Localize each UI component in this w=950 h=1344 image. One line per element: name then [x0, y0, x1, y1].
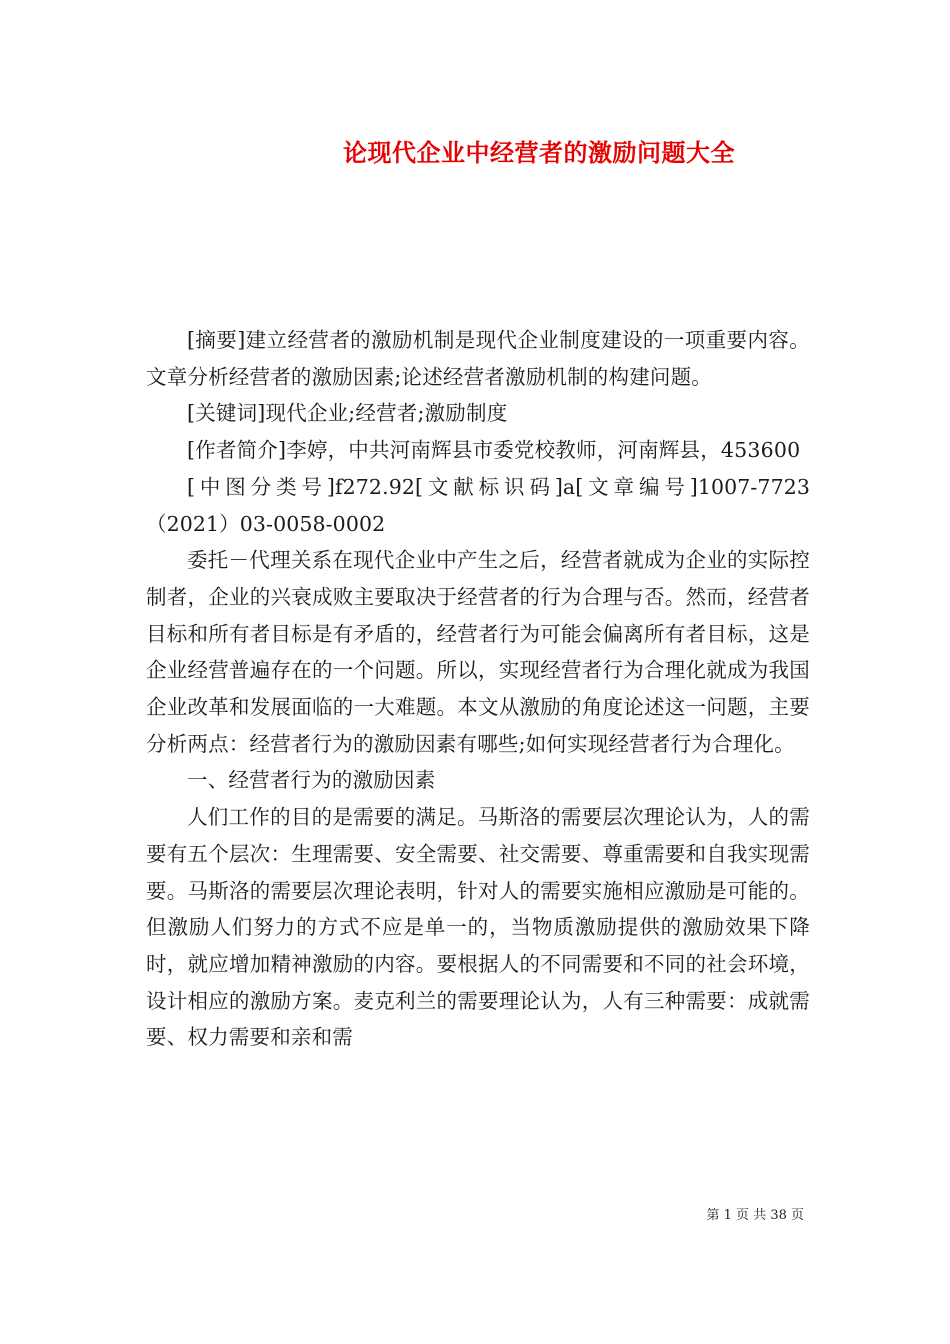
keywords-paragraph: [关键词]现代企业;经营者;激励制度 — [187, 401, 508, 426]
section-heading: 一、经营者行为的激励因素 — [187, 768, 436, 793]
document-body — [146, 322, 810, 1056]
abstract-paragraph: [摘要]建立经营者的激励机制是现代企业制度建设的一项重要内容。文章分析经营者的激励因素;论述经营者激励机制的构建问题。 — [146, 328, 810, 389]
classification-paragraph: [中图分类号]f272.92[文献标识码]a[文章编号]1007-7723（2021）03-0058-0002 — [146, 474, 810, 536]
intro-paragraph: 委托－代理关系在现代企业中产生之后，经营者就成为企业的实际控制者，企业的兴衰成败主要取决于经营者的行为合理与否。然而，经营者目标和所有者目标是有矛盾的，经营者行为可能会偏离所有者目标，这是企业经营普遍存在的一个问题。所以，实现经营者行为合理化就成为我国企业改革和发展面临的一大难题。本文从激励的角度论述这一问题，主要分析两点：经营者行为的激励因素有哪些;如何实现经营者行为合理化。 — [146, 548, 810, 756]
author-paragraph: [作者简介]李婷，中共河南辉县市委党校教师，河南辉县，453600 — [187, 438, 801, 463]
document-title: 论现代企业中经营者的激励问题大全 — [343, 139, 735, 167]
page-number: 第 1 页 共 38 页 — [706, 1208, 804, 1223]
body-paragraph: 人们工作的目的是需要的满足。马斯洛的需要层次理论认为，人的需要有五个层次：生理需要、安全需要、社交需要、尊重需要和自我实现需要。马斯洛的需要层次理论表明，针对人的需要实施相应激励是可能的。但激励人们努力的方式不应是单一的，当物质激励提供的激励效果下降时，就应增加精神激励的内容。要根据人的不同需要和不同的社会环境，设计相应的激励方案。麦克利兰的需要理论认为，人有三种需要：成就需要、权力需要和亲和需 — [146, 805, 810, 1050]
